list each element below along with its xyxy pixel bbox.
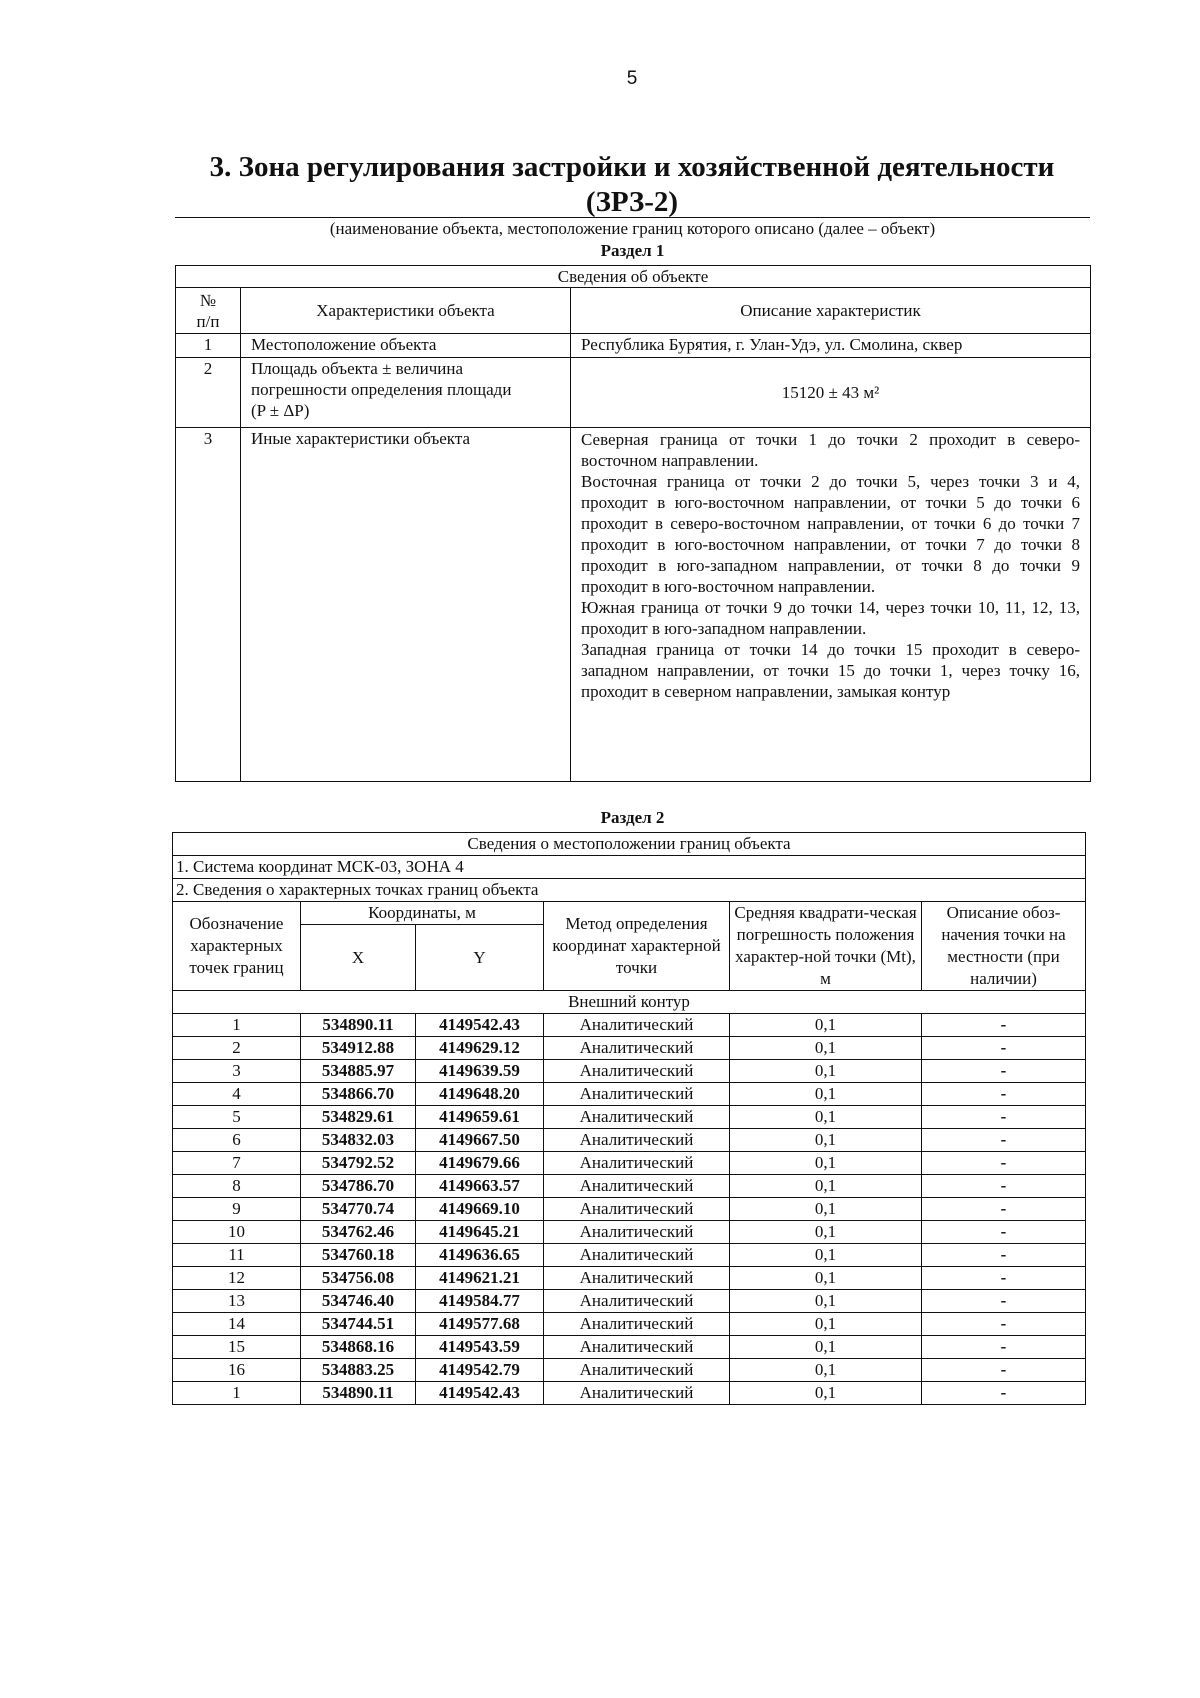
mean-error: 0,1: [730, 1129, 922, 1152]
section-1-label: Раздел 1: [600, 241, 665, 260]
point-id: 16: [173, 1359, 301, 1382]
coord-x: 534762.46: [301, 1221, 416, 1244]
row-characteristic-line: (P ± ΔP): [251, 401, 310, 420]
point-id: 12: [173, 1267, 301, 1290]
method: Аналитический: [544, 1014, 730, 1037]
header-error: Средняя квадрати-ческая погрешность положения характер-ной точки (Mt), м: [730, 902, 922, 991]
row-characteristic: [241, 358, 571, 428]
table-row: [173, 1129, 1086, 1152]
coord-x: 534746.40: [301, 1290, 416, 1313]
coord-y: 4149663.57: [416, 1175, 544, 1198]
table-row: [173, 1152, 1086, 1175]
point-description: -: [922, 1244, 1086, 1267]
point-id: 14: [173, 1313, 301, 1336]
point-id: 2: [173, 1037, 301, 1060]
coord-x: 534890.11: [301, 1014, 416, 1037]
method: Аналитический: [544, 1336, 730, 1359]
coord-y: 4149636.65: [416, 1244, 544, 1267]
mean-error: 0,1: [730, 1014, 922, 1037]
row-characteristic-line: Площадь объекта ± величина: [251, 359, 464, 378]
point-description: -: [922, 1083, 1086, 1106]
mean-error: 0,1: [730, 1083, 922, 1106]
mean-error: 0,1: [730, 1359, 922, 1382]
method: Аналитический: [544, 1244, 730, 1267]
row-characteristic-line: погрешности определения площади: [251, 380, 512, 399]
coord-x: 534744.51: [301, 1313, 416, 1336]
section-2-label: Раздел 2: [600, 808, 665, 827]
method: Аналитический: [544, 1313, 730, 1336]
row-num: 3: [176, 428, 241, 782]
coord-x: 534792.52: [301, 1152, 416, 1175]
table-row: [173, 1221, 1086, 1244]
method: Аналитический: [544, 1175, 730, 1198]
coord-x: 534912.88: [301, 1037, 416, 1060]
method: Аналитический: [544, 1359, 730, 1382]
object-info-table: [175, 265, 1091, 782]
method: Аналитический: [544, 1382, 730, 1405]
header-num-line-2: п/п: [196, 311, 220, 331]
table-row: [173, 1267, 1086, 1290]
point-description: -: [922, 1221, 1086, 1244]
table-row: [173, 1244, 1086, 1267]
table-row: [173, 1083, 1086, 1106]
header-method: Метод определения координат характерной точки: [544, 902, 730, 991]
points-title: 2. Сведения о характерных точках границ объекта: [173, 879, 1086, 902]
table-row: [173, 1060, 1086, 1083]
coord-x: 534760.18: [301, 1244, 416, 1267]
table-row: [173, 1290, 1086, 1313]
row-num: 2: [176, 358, 241, 428]
coord-y: 4149667.50: [416, 1129, 544, 1152]
method: Аналитический: [544, 1037, 730, 1060]
coord-y: 4149577.68: [416, 1313, 544, 1336]
row-characteristic: Иные характеристики объекта: [241, 428, 571, 782]
point-id: 7: [173, 1152, 301, 1175]
header-num: [176, 288, 241, 334]
point-description: -: [922, 1267, 1086, 1290]
mean-error: 0,1: [730, 1037, 922, 1060]
table-row: [173, 1014, 1086, 1037]
coord-x: 534885.97: [301, 1060, 416, 1083]
point-description: -: [922, 1175, 1086, 1198]
coord-y: 4149639.59: [416, 1060, 544, 1083]
header-coords: Координаты, м: [301, 902, 544, 925]
table-row: [173, 1382, 1086, 1405]
point-id: 1: [173, 1014, 301, 1037]
coord-y: 4149669.10: [416, 1198, 544, 1221]
page-title-line-1: 3. Зона регулирования застройки и хозяйственной деятельности: [209, 151, 1055, 183]
mean-error: 0,1: [730, 1198, 922, 1221]
mean-error: 0,1: [730, 1060, 922, 1083]
point-id: 13: [173, 1290, 301, 1313]
coord-y: 4149543.59: [416, 1336, 544, 1359]
point-description: -: [922, 1129, 1086, 1152]
coord-x: 534756.08: [301, 1267, 416, 1290]
mean-error: 0,1: [730, 1313, 922, 1336]
point-description: -: [922, 1106, 1086, 1129]
table-row: [173, 1336, 1086, 1359]
table-row: [173, 1037, 1086, 1060]
coord-y: 4149621.21: [416, 1267, 544, 1290]
mean-error: 0,1: [730, 1382, 922, 1405]
point-id: 15: [173, 1336, 301, 1359]
point-id: 3: [173, 1060, 301, 1083]
row-num: 1: [176, 334, 241, 358]
point-description: -: [922, 1290, 1086, 1313]
method: Аналитический: [544, 1290, 730, 1313]
point-description: -: [922, 1060, 1086, 1083]
method: Аналитический: [544, 1267, 730, 1290]
page-title: [172, 150, 1092, 220]
row-characteristic: Местоположение объекта: [241, 334, 571, 358]
boundary-east: Восточная граница от точки 2 до точки 5, через точки 3 и 4, проходит в юго-восточном направлении, от точки 5 до точки 6 проходит в северо-восточном направлении, от точки 6 до точки 7 проходит в юго-восточном направлении, от точки 7 до точки 8 проходит в юго-западном направлении, от точки 8 до точки 9 проходит в юго-восточном направлении.: [581, 472, 1081, 596]
page-number: 5: [626, 68, 638, 89]
coord-x: 534883.25: [301, 1359, 416, 1382]
coord-y: 4149542.43: [416, 1382, 544, 1405]
coord-y: 4149629.12: [416, 1037, 544, 1060]
header-characteristic: Характеристики объекта: [241, 288, 571, 334]
point-description: -: [922, 1198, 1086, 1221]
point-id: 1: [173, 1382, 301, 1405]
coord-y: 4149645.21: [416, 1221, 544, 1244]
row-description: Республика Бурятия, г. Улан-Удэ, ул. Смолина, сквер: [571, 334, 1091, 358]
table-row: [173, 1313, 1086, 1336]
point-description: -: [922, 1037, 1086, 1060]
method: Аналитический: [544, 1060, 730, 1083]
mean-error: 0,1: [730, 1152, 922, 1175]
object-subtitle: (наименование объекта, местоположение границ которого описано (далее – объект): [329, 219, 936, 238]
point-id: 11: [173, 1244, 301, 1267]
method: Аналитический: [544, 1106, 730, 1129]
point-description: -: [922, 1382, 1086, 1405]
method: Аналитический: [544, 1129, 730, 1152]
boundary-west: Западная граница от точки 14 до точки 15 проходит в северо-западном направлении, от точки 15 до точки 1, через точку 16, проходит в северном направлении, замыкая контур: [581, 640, 1081, 701]
page-title-line-2: (ЗРЗ-2): [585, 186, 679, 218]
coord-x: 534868.16: [301, 1336, 416, 1359]
coordinates-table: [172, 832, 1086, 1405]
coord-y: 4149648.20: [416, 1083, 544, 1106]
coord-y: 4149584.77: [416, 1290, 544, 1313]
boundary-north: Северная граница от точки 1 до точки 2 проходит в северо-восточном направлении.: [581, 430, 1081, 470]
title-underline: [175, 217, 1090, 218]
mean-error: 0,1: [730, 1244, 922, 1267]
table-row: [173, 1198, 1086, 1221]
mean-error: 0,1: [730, 1221, 922, 1244]
header-x: X: [301, 925, 416, 991]
point-id: 9: [173, 1198, 301, 1221]
mean-error: 0,1: [730, 1336, 922, 1359]
table-row: [173, 1359, 1086, 1382]
point-description: -: [922, 1313, 1086, 1336]
coord-y: 4149542.79: [416, 1359, 544, 1382]
table-row: [173, 1106, 1086, 1129]
mean-error: 0,1: [730, 1290, 922, 1313]
area-value: 15120 ± 43 м²: [571, 358, 1091, 428]
coord-x: 534832.03: [301, 1129, 416, 1152]
point-description: -: [922, 1359, 1086, 1382]
method: Аналитический: [544, 1221, 730, 1244]
coord-y: 4149679.66: [416, 1152, 544, 1175]
point-id: 4: [173, 1083, 301, 1106]
point-description: -: [922, 1336, 1086, 1359]
coord-x: 534829.61: [301, 1106, 416, 1129]
header-description: Описание характеристик: [571, 288, 1091, 334]
boundary-south: Южная граница от точки 9 до точки 14, через точки 10, 11, 12, 13, проходит в юго-западном направлении.: [581, 598, 1081, 638]
table-row: [173, 1175, 1086, 1198]
header-y: Y: [416, 925, 544, 991]
mean-error: 0,1: [730, 1267, 922, 1290]
coordinates-table-title: Сведения о местоположении границ объекта: [173, 833, 1086, 856]
object-info-table-title: Сведения об объекте: [176, 266, 1091, 288]
method: Аналитический: [544, 1152, 730, 1175]
contour-label: Внешний контур: [173, 991, 1086, 1014]
coord-x: 534786.70: [301, 1175, 416, 1198]
coord-x: 534890.11: [301, 1382, 416, 1405]
point-id: 8: [173, 1175, 301, 1198]
header-point-description: Описание обоз-начения точки на местности (при наличии): [922, 902, 1086, 991]
header-designation: Обозначение характерных точек границ: [173, 902, 301, 991]
header-num-line-1: №: [199, 290, 217, 310]
mean-error: 0,1: [730, 1106, 922, 1129]
method: Аналитический: [544, 1083, 730, 1106]
coord-x: 534770.74: [301, 1198, 416, 1221]
mean-error: 0,1: [730, 1175, 922, 1198]
coord-y: 4149659.61: [416, 1106, 544, 1129]
point-id: 6: [173, 1129, 301, 1152]
point-id: 10: [173, 1221, 301, 1244]
coordinate-system: 1. Система координат МСК-03, ЗОНА 4: [173, 856, 1086, 879]
boundary-description: [571, 428, 1091, 782]
point-description: -: [922, 1152, 1086, 1175]
coord-y: 4149542.43: [416, 1014, 544, 1037]
point-description: -: [922, 1014, 1086, 1037]
coord-x: 534866.70: [301, 1083, 416, 1106]
method: Аналитический: [544, 1198, 730, 1221]
point-id: 5: [173, 1106, 301, 1129]
